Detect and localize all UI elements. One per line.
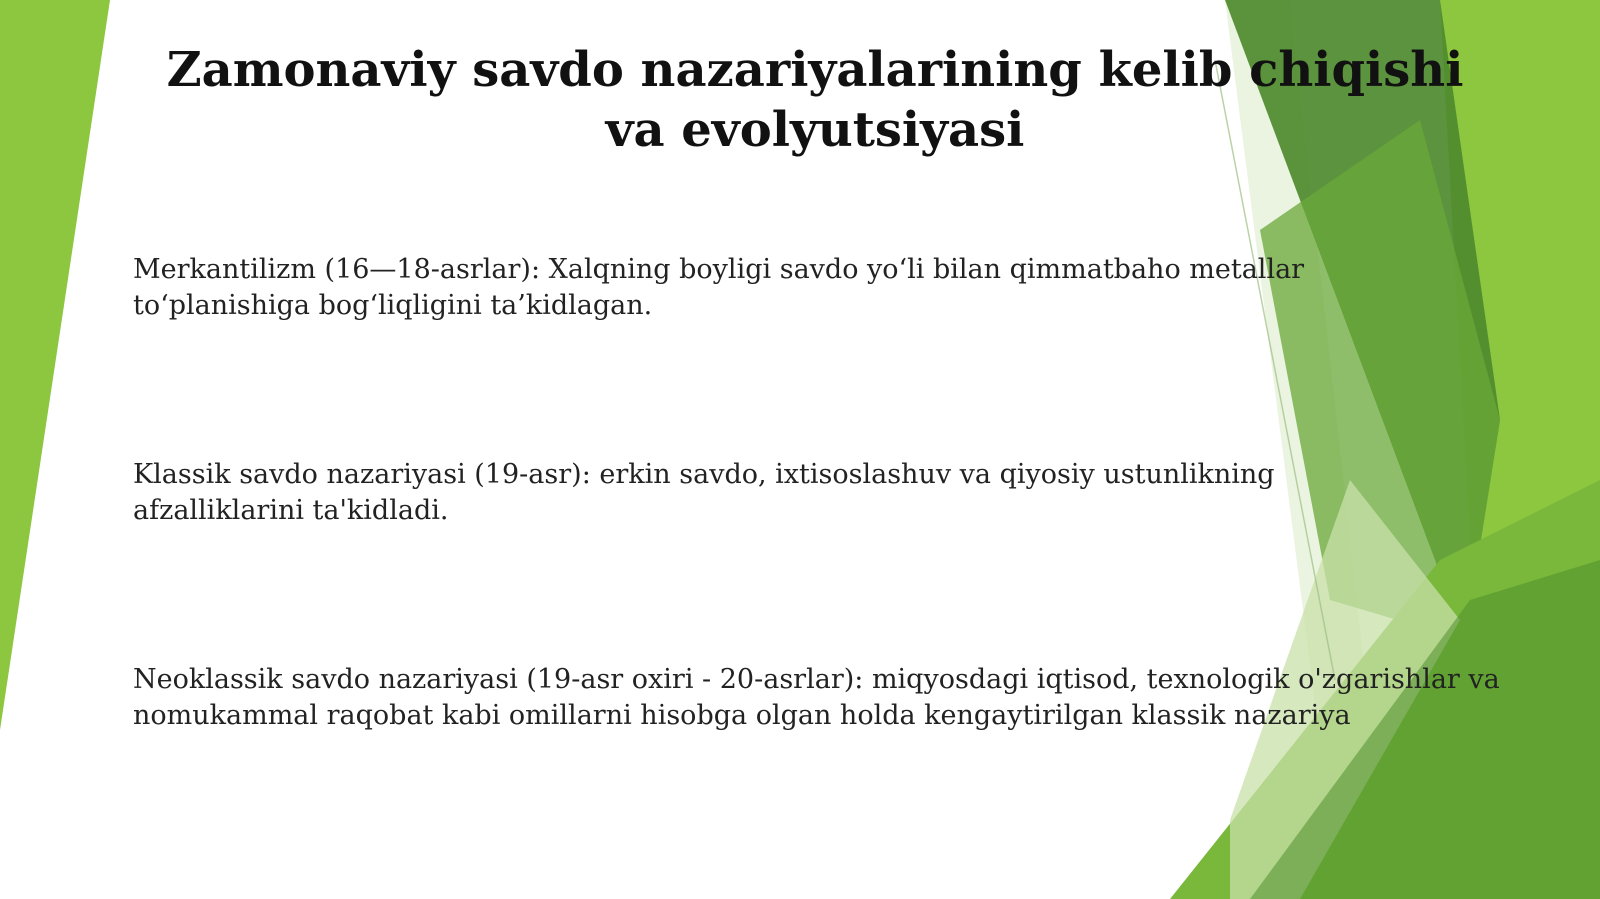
paragraph-classical-theory: Klassik savdo nazariyasi (19-asr): erkin savdo, ixtisoslashuv va qiyosiy ustunlikning afzalliklarini ta'kidladi. [133,459,1275,526]
paragraph-neoclassical-theory: Neoklassik savdo nazariyasi (19-asr oxiri - 20-asrlar): miqyosdagi iqtisod, texnologik o'zgarishlar va nomukammal raqobat kabi omillarni hisobga olgan holda kengaytirilgan klassik nazariya [133,664,1500,731]
left-green-strip [0,0,110,730]
slide-title: Zamonaviy savdo nazariyalarining kelib chiqishi va evolyutsiyasi [166,42,1464,158]
paragraph-mercantilism: Merkantilizm (16—18-asrlar): Xalqning boyligi savdo yo‘li bilan qimmatbaho metallar to‘planishiga bog‘liqligini ta’kidlagan. [133,254,1305,321]
